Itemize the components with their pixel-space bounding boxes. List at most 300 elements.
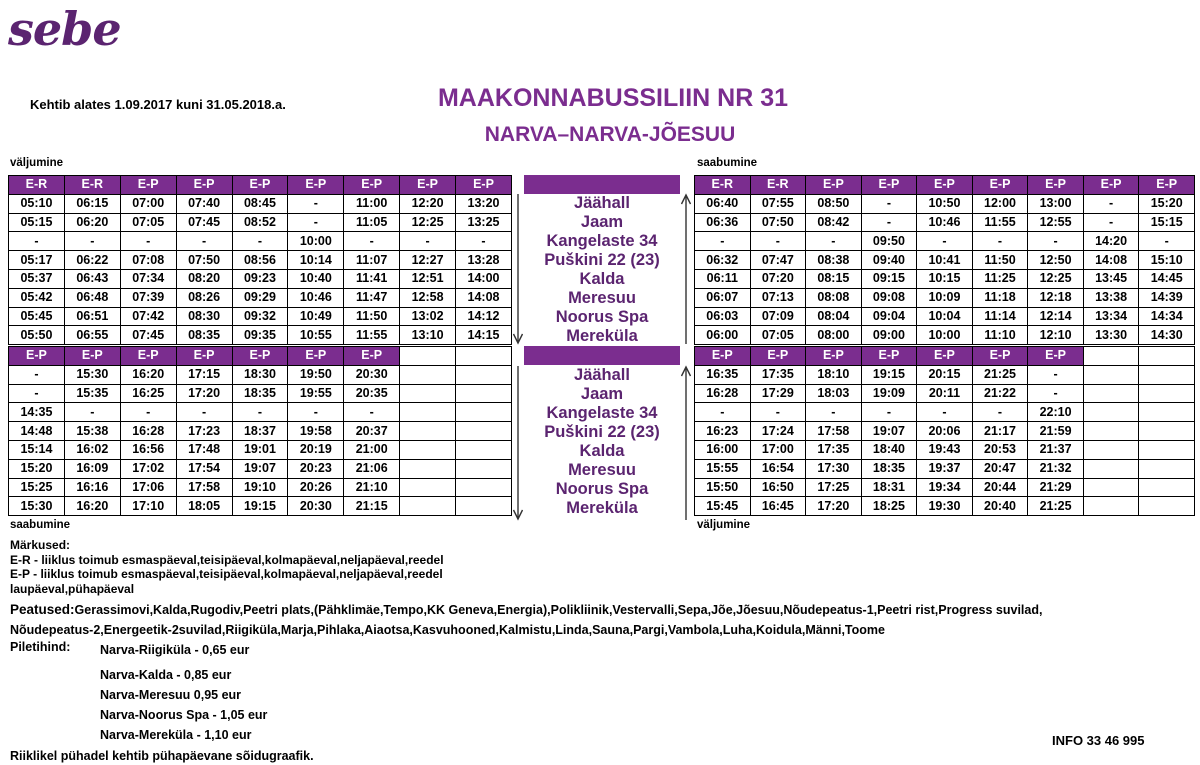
time-cell: 12:55 (1028, 213, 1084, 232)
stop-name: Kalda (579, 270, 625, 288)
time-cell: 09:15 (861, 269, 917, 288)
time-cell (1083, 422, 1139, 441)
time-cell (1083, 403, 1139, 422)
time-cell: 15:25 (9, 478, 65, 497)
time-cell: 07:45 (120, 326, 176, 345)
time-cell: 13:45 (1083, 269, 1139, 288)
time-cell: - (9, 384, 65, 403)
prices-label: Piletihind: (10, 640, 71, 654)
stop-name: Jäähall (574, 194, 630, 212)
time-cell: 13:34 (1083, 307, 1139, 326)
time-cell (1083, 478, 1139, 497)
sebe-logo: sebe (8, 2, 121, 56)
time-cell: 08:52 (232, 213, 288, 232)
time-cell: 08:42 (806, 213, 862, 232)
table-header-row (9, 176, 512, 195)
time-cell: 07:13 (750, 288, 806, 307)
time-cell (456, 365, 512, 384)
time-cell: 08:50 (806, 194, 862, 213)
time-cell: - (344, 403, 400, 422)
time-cell: 08:15 (806, 269, 862, 288)
time-cell: 13:02 (400, 307, 456, 326)
table-row (9, 213, 512, 232)
day-type-header: E-R (750, 176, 806, 195)
time-cell: 17:58 (806, 422, 862, 441)
time-cell: 10:41 (917, 251, 973, 270)
time-cell (456, 384, 512, 403)
time-cell (1083, 440, 1139, 459)
time-cell: 17:23 (176, 422, 232, 441)
time-cell (1083, 384, 1139, 403)
departure-label-right: väljumine (697, 519, 751, 531)
price-item: Narva-Meresuu 0,95 eur (100, 688, 242, 702)
day-type-header: E-P (1139, 176, 1195, 195)
time-cell: 12:18 (1028, 288, 1084, 307)
page-title: MAAKONNABUSSILIIN NR 31 (437, 84, 789, 112)
stop-name: Puškini 22 (23) (544, 251, 660, 269)
time-cell (456, 478, 512, 497)
time-cell: 20:23 (288, 459, 344, 478)
time-cell (400, 403, 456, 422)
time-cell: 09:50 (861, 232, 917, 251)
time-cell: 06:07 (695, 288, 751, 307)
day-type-header: E-P (806, 347, 862, 366)
time-cell: 11:41 (344, 269, 400, 288)
time-cell (1139, 478, 1195, 497)
note-ep-cont: laupäeval,pühapäeval (10, 581, 135, 596)
time-cell: 21:32 (1028, 459, 1084, 478)
time-cell: 12:25 (400, 213, 456, 232)
stop-name: Kalda (579, 442, 625, 460)
time-cell: 14:15 (456, 326, 512, 345)
time-cell: 18:31 (861, 478, 917, 497)
time-cell: 16:50 (750, 478, 806, 497)
time-cell: 11:55 (344, 326, 400, 345)
table-row (695, 251, 1195, 270)
time-cell: 14:00 (456, 269, 512, 288)
day-type-header: E-P (917, 347, 973, 366)
time-cell: 10:14 (288, 251, 344, 270)
time-cell: 17:20 (176, 384, 232, 403)
stop-name: Jaam (580, 385, 624, 403)
time-cell (400, 478, 456, 497)
table-row (695, 213, 1195, 232)
time-cell: 17:29 (750, 384, 806, 403)
time-cell: 22:10 (1028, 403, 1084, 422)
time-cell: 12:20 (400, 194, 456, 213)
table-row (9, 194, 512, 213)
time-cell: 18:35 (861, 459, 917, 478)
time-cell: 12:00 (972, 194, 1028, 213)
table-row (695, 307, 1195, 326)
time-cell: 13:25 (456, 213, 512, 232)
time-cell: 12:10 (1028, 326, 1084, 345)
day-type-header (1083, 347, 1139, 366)
time-cell: 17:35 (806, 440, 862, 459)
time-cell: 17:20 (806, 497, 862, 516)
time-cell: 09:00 (861, 326, 917, 345)
time-cell: 18:25 (861, 497, 917, 516)
time-cell: 12:14 (1028, 307, 1084, 326)
time-cell: 16:56 (120, 440, 176, 459)
time-cell (1139, 422, 1195, 441)
time-cell: 14:08 (456, 288, 512, 307)
time-cell: 07:34 (120, 269, 176, 288)
time-cell: 18:10 (806, 365, 862, 384)
time-cell: 17:35 (750, 365, 806, 384)
day-type-header: E-P (288, 176, 344, 195)
time-cell: 20:37 (344, 422, 400, 441)
time-cell: 16:25 (120, 384, 176, 403)
note-er: E-R - liiklus toimub esmaspäeval,teisipäeval,kolmapäeval,neljapäeval,reedel (10, 552, 444, 567)
time-cell: 16:20 (120, 365, 176, 384)
time-cell: 13:20 (456, 194, 512, 213)
time-cell: 09:35 (232, 326, 288, 345)
table-row (9, 497, 512, 516)
time-cell: 20:26 (288, 478, 344, 497)
time-cell (456, 497, 512, 516)
table-row (695, 365, 1195, 384)
time-cell: 21:25 (1028, 497, 1084, 516)
time-cell (456, 459, 512, 478)
table-row (9, 422, 512, 441)
time-cell: 19:07 (232, 459, 288, 478)
time-cell: 20:53 (972, 440, 1028, 459)
time-cell: 15:20 (9, 459, 65, 478)
table-row (9, 307, 512, 326)
time-cell: - (9, 365, 65, 384)
table-row (9, 232, 512, 251)
table-row (9, 384, 512, 403)
time-cell: 06:20 (64, 213, 120, 232)
time-cell: 16:45 (750, 497, 806, 516)
center-header-bar (524, 175, 680, 194)
time-cell: 07:05 (120, 213, 176, 232)
time-cell: 19:34 (917, 478, 973, 497)
table-row (9, 326, 512, 345)
table-row (695, 422, 1195, 441)
time-cell: - (400, 232, 456, 251)
time-cell (1139, 365, 1195, 384)
time-cell: 15:55 (695, 459, 751, 478)
table-row (9, 440, 512, 459)
stop-name: Meresuu (568, 289, 636, 307)
time-cell (1139, 459, 1195, 478)
time-cell: 09:23 (232, 269, 288, 288)
time-cell: 21:10 (344, 478, 400, 497)
time-cell: 18:30 (232, 365, 288, 384)
stop-name: Mereküla (566, 327, 638, 345)
table-row (695, 288, 1195, 307)
time-cell: 08:35 (176, 326, 232, 345)
time-cell: 06:00 (695, 326, 751, 345)
day-type-header: E-P (972, 176, 1028, 195)
time-cell: 13:28 (456, 251, 512, 270)
time-cell (1083, 365, 1139, 384)
table-row (695, 269, 1195, 288)
table-row (695, 232, 1195, 251)
time-cell: - (64, 403, 120, 422)
info-phone: INFO 33 46 995 (1052, 733, 1145, 748)
time-cell: - (64, 232, 120, 251)
time-cell: - (344, 232, 400, 251)
table-row (695, 384, 1195, 403)
time-cell (456, 440, 512, 459)
day-type-header: E-P (695, 347, 751, 366)
time-cell: 17:24 (750, 422, 806, 441)
time-cell: - (861, 194, 917, 213)
time-cell: 05:15 (9, 213, 65, 232)
time-cell: 12:58 (400, 288, 456, 307)
time-cell: 14:48 (9, 422, 65, 441)
time-cell: 05:37 (9, 269, 65, 288)
time-cell: 11:50 (972, 251, 1028, 270)
table-header-row (9, 347, 512, 366)
time-cell: 17:00 (750, 440, 806, 459)
time-cell: 06:48 (64, 288, 120, 307)
time-cell: 08:08 (806, 288, 862, 307)
time-cell: 15:30 (9, 497, 65, 516)
time-cell: 17:54 (176, 459, 232, 478)
time-cell: 21:22 (972, 384, 1028, 403)
time-cell: 17:58 (176, 478, 232, 497)
stop-name: Kangelaste 34 (546, 232, 658, 250)
time-cell: - (972, 232, 1028, 251)
time-cell: 16:54 (750, 459, 806, 478)
time-cell: 19:58 (288, 422, 344, 441)
day-type-header: E-P (400, 176, 456, 195)
stop-name: Noorus Spa (555, 308, 649, 326)
arrival-label-right: saabumine (697, 157, 758, 169)
time-cell: 20:19 (288, 440, 344, 459)
timetable-upper-left (8, 175, 512, 345)
time-cell: 16:28 (120, 422, 176, 441)
time-cell: 15:14 (9, 440, 65, 459)
time-cell: 06:11 (695, 269, 751, 288)
time-cell: 19:09 (861, 384, 917, 403)
time-cell: 19:15 (861, 365, 917, 384)
time-cell: 14:39 (1139, 288, 1195, 307)
time-cell: 07:08 (120, 251, 176, 270)
time-cell: 16:09 (64, 459, 120, 478)
time-cell: 10:15 (917, 269, 973, 288)
time-cell: 18:40 (861, 440, 917, 459)
arrow-up-icon (681, 364, 691, 522)
day-type-header: E-P (917, 176, 973, 195)
timetable-lower-right (694, 346, 1195, 516)
stop-name: Kangelaste 34 (546, 404, 658, 422)
notes-block (10, 538, 444, 596)
time-cell: 06:51 (64, 307, 120, 326)
price-item: Narva-Noorus Spa - 1,05 eur (100, 708, 268, 722)
time-cell: 15:35 (64, 384, 120, 403)
time-cell: 06:22 (64, 251, 120, 270)
arrow-down-icon (513, 192, 523, 346)
table-row (9, 403, 512, 422)
time-cell: - (1028, 232, 1084, 251)
footer-note: Riiklikel pühadel kehtib pühapäevane sõidugraafik. (10, 749, 314, 763)
stops-line-label: Peatused: (10, 602, 75, 617)
time-cell: 07:39 (120, 288, 176, 307)
time-cell: 07:00 (120, 194, 176, 213)
time-cell: 12:51 (400, 269, 456, 288)
day-type-header: E-P (120, 347, 176, 366)
time-cell: - (750, 403, 806, 422)
time-cell: 16:28 (695, 384, 751, 403)
time-cell: 08:20 (176, 269, 232, 288)
time-cell: 16:35 (695, 365, 751, 384)
time-cell: 17:15 (176, 365, 232, 384)
day-type-header: E-P (176, 176, 232, 195)
stops-list-upper (518, 194, 686, 346)
time-cell: - (917, 232, 973, 251)
arrow-down-icon (513, 364, 523, 522)
day-type-header: E-P (232, 347, 288, 366)
prices-list (100, 640, 267, 745)
time-cell: 08:56 (232, 251, 288, 270)
time-cell: 16:16 (64, 478, 120, 497)
time-cell: 21:37 (1028, 440, 1084, 459)
day-type-header: E-P (1028, 176, 1084, 195)
time-cell: 12:50 (1028, 251, 1084, 270)
time-cell: - (1028, 365, 1084, 384)
day-type-header: E-P (972, 347, 1028, 366)
time-cell: 15:50 (695, 478, 751, 497)
timetable-upper-right (694, 175, 1195, 345)
time-cell: 13:38 (1083, 288, 1139, 307)
time-cell: 07:47 (750, 251, 806, 270)
time-cell (1139, 403, 1195, 422)
time-cell: - (1028, 384, 1084, 403)
time-cell: 18:37 (232, 422, 288, 441)
time-cell: 15:30 (64, 365, 120, 384)
arrow-up-icon (681, 192, 691, 346)
day-type-header: E-R (695, 176, 751, 195)
time-cell (456, 403, 512, 422)
time-cell: 10:04 (917, 307, 973, 326)
time-cell: 15:20 (1139, 194, 1195, 213)
time-cell: 19:07 (861, 422, 917, 441)
time-cell: - (861, 403, 917, 422)
time-cell (400, 384, 456, 403)
time-cell: 14:08 (1083, 251, 1139, 270)
time-cell: 18:03 (806, 384, 862, 403)
time-cell: 12:25 (1028, 269, 1084, 288)
day-type-header: E-P (1028, 347, 1084, 366)
day-type-header: E-P (288, 347, 344, 366)
time-cell: 15:45 (695, 497, 751, 516)
day-type-header: E-P (9, 347, 65, 366)
day-type-header: E-P (176, 347, 232, 366)
time-cell: 16:20 (64, 497, 120, 516)
table-row (9, 288, 512, 307)
stop-name: Jäähall (574, 366, 630, 384)
time-cell: 17:48 (176, 440, 232, 459)
stop-name: Jaam (580, 213, 624, 231)
table-row (695, 326, 1195, 345)
time-cell: 18:35 (232, 384, 288, 403)
day-type-header: E-P (456, 176, 512, 195)
note-ep: E-P - liiklus toimub esmaspäeval,teisipäeval,kolmapäeval,neljapäeval,reedel (10, 567, 443, 581)
time-cell: 20:06 (917, 422, 973, 441)
time-cell: 17:30 (806, 459, 862, 478)
day-type-header: E-P (232, 176, 288, 195)
day-type-header (1139, 347, 1195, 366)
arrival-label-left: saabumine (10, 519, 71, 531)
time-cell: 08:04 (806, 307, 862, 326)
route-subtitle: NARVA–NARVA-JÕESUU (484, 123, 736, 146)
table-row (695, 478, 1195, 497)
time-cell: - (176, 232, 232, 251)
time-cell: 19:01 (232, 440, 288, 459)
time-cell (1139, 440, 1195, 459)
time-cell: 20:15 (917, 365, 973, 384)
time-cell: 21:25 (972, 365, 1028, 384)
time-cell: 07:50 (176, 251, 232, 270)
time-cell (400, 459, 456, 478)
time-cell: 19:50 (288, 365, 344, 384)
time-cell: 14:34 (1139, 307, 1195, 326)
time-cell: 12:27 (400, 251, 456, 270)
time-cell: - (972, 403, 1028, 422)
day-type-header: E-R (9, 176, 65, 195)
time-cell: 19:30 (917, 497, 973, 516)
time-cell: 11:10 (972, 326, 1028, 345)
stop-name: Noorus Spa (555, 480, 649, 498)
table-row (695, 403, 1195, 422)
time-cell: 08:26 (176, 288, 232, 307)
time-cell (1139, 384, 1195, 403)
time-cell: - (288, 213, 344, 232)
time-cell: 07:20 (750, 269, 806, 288)
time-cell: 11:47 (344, 288, 400, 307)
notes-title: Märkused: (10, 538, 71, 552)
time-cell: 07:42 (120, 307, 176, 326)
day-type-header: E-R (64, 176, 120, 195)
time-cell: 19:10 (232, 478, 288, 497)
time-cell: 09:40 (861, 251, 917, 270)
day-type-header: E-P (806, 176, 862, 195)
time-cell: 14:45 (1139, 269, 1195, 288)
time-cell: 06:03 (695, 307, 751, 326)
time-cell: 20:30 (344, 365, 400, 384)
time-cell: - (288, 194, 344, 213)
time-cell (400, 365, 456, 384)
time-cell: 10:09 (917, 288, 973, 307)
time-cell (1083, 497, 1139, 516)
table-row (695, 497, 1195, 516)
time-cell: 05:45 (9, 307, 65, 326)
time-cell: 05:42 (9, 288, 65, 307)
time-cell: 21:15 (344, 497, 400, 516)
time-cell: - (232, 232, 288, 251)
time-cell: 07:05 (750, 326, 806, 345)
time-cell: 21:06 (344, 459, 400, 478)
time-cell: 17:06 (120, 478, 176, 497)
time-cell: 13:10 (400, 326, 456, 345)
time-cell: 05:50 (9, 326, 65, 345)
time-cell: 09:29 (232, 288, 288, 307)
departure-label-left: väljumine (10, 157, 64, 169)
time-cell: 20:44 (972, 478, 1028, 497)
time-cell: 07:55 (750, 194, 806, 213)
time-cell: - (9, 232, 65, 251)
time-cell: - (861, 213, 917, 232)
table-row (9, 459, 512, 478)
time-cell: 10:00 (917, 326, 973, 345)
time-cell: 06:43 (64, 269, 120, 288)
day-type-header (456, 347, 512, 366)
